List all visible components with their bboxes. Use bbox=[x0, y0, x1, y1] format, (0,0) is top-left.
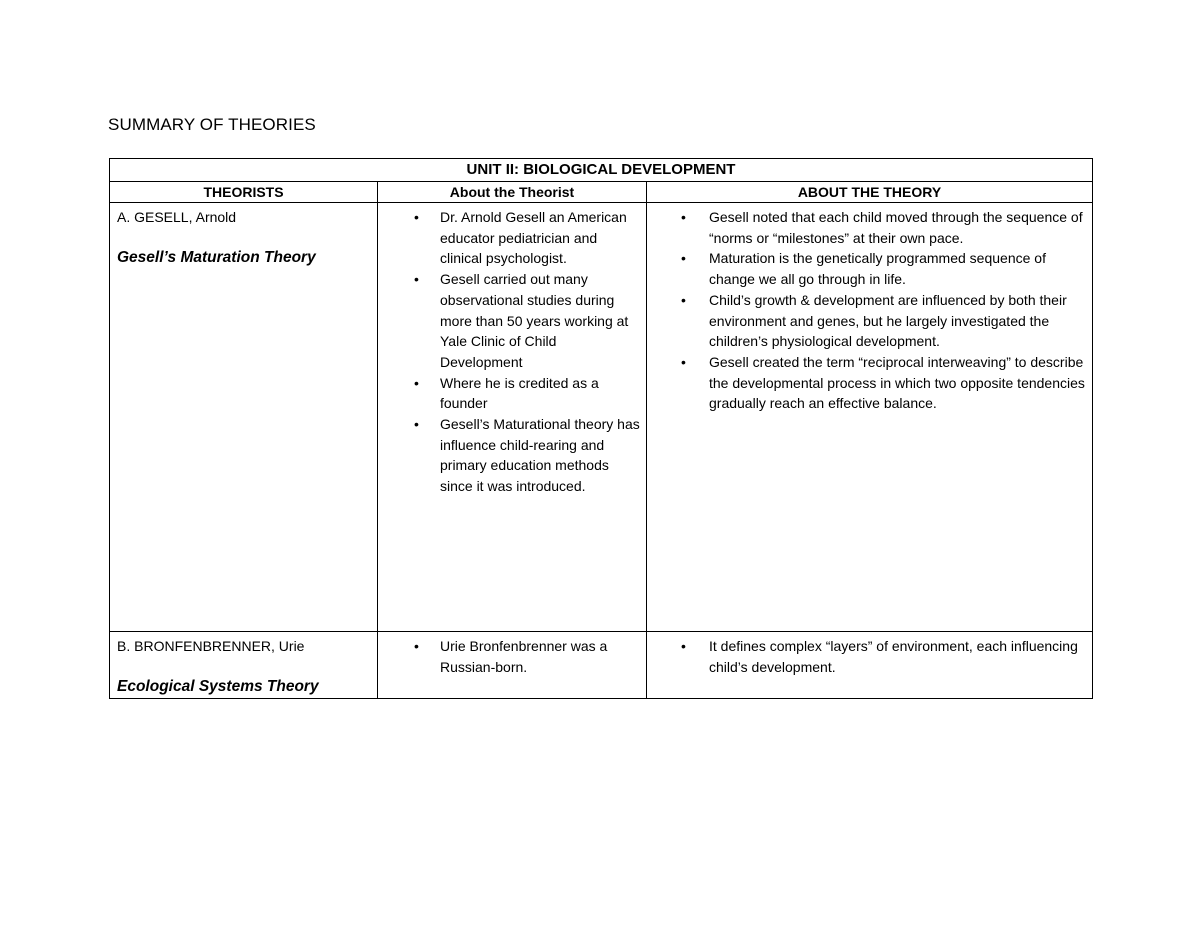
theorist-cell bbox=[110, 203, 378, 632]
list-item: • Gesell carried out many observational studies during more than 50 years working at Yale Clinic of Child Development bbox=[378, 269, 640, 373]
theorist-name: B. BRONFENBRENNER, Urie bbox=[117, 638, 305, 654]
column-header-about-theory: ABOUT THE THEORY bbox=[647, 182, 1093, 203]
list-item: • Urie Bronfenbrenner was a Russian-born. bbox=[378, 636, 640, 677]
table-row bbox=[110, 632, 1093, 699]
list-item: • Dr. Arnold Gesell an American educator pediatrician and clinical psychologist. bbox=[378, 207, 640, 269]
unit-header: UNIT II: BIOLOGICAL DEVELOPMENT bbox=[110, 159, 1093, 182]
document-title: SUMMARY OF THEORIES bbox=[108, 115, 316, 134]
about-theorist-cell bbox=[378, 632, 647, 699]
theory-name: Ecological Systems Theory bbox=[117, 678, 319, 695]
about-theory-list bbox=[647, 632, 1092, 677]
about-theory-cell bbox=[647, 632, 1093, 699]
list-item: • Gesell noted that each child moved through the sequence of “norms or “milestones” at their own pace. bbox=[647, 207, 1086, 248]
about-theorist-list bbox=[378, 632, 646, 677]
list-item: • It defines complex “layers” of environment, each influencing child’s development. bbox=[647, 636, 1086, 677]
theorist-cell bbox=[110, 632, 378, 699]
column-header-about-theorist: About the Theorist bbox=[378, 182, 647, 203]
column-header-theorists: THEORISTS bbox=[110, 182, 378, 203]
theories-table bbox=[109, 158, 1093, 699]
theorist-name: A. GESELL, Arnold bbox=[117, 209, 237, 225]
list-item: • Gesell created the term “reciprocal interweaving” to describe the developmental process in which two opposite tendencies gradually reach an effective balance. bbox=[647, 352, 1086, 414]
table-row bbox=[110, 203, 1093, 632]
about-theorist-cell bbox=[378, 203, 647, 632]
list-item: • Where he is credited as a founder bbox=[378, 373, 640, 414]
about-theorist-list bbox=[378, 203, 646, 497]
list-item: • Gesell’s Maturational theory has influence child-rearing and primary education methods since it was introduced. bbox=[378, 414, 640, 497]
list-item: • Maturation is the genetically programmed sequence of change we all go through in life. bbox=[647, 248, 1086, 289]
about-theory-cell bbox=[647, 203, 1093, 632]
list-item: • Child’s growth & development are influenced by both their environment and genes, but he largely investigated the children’s physiological development. bbox=[647, 290, 1086, 352]
theory-name: Gesell’s Maturation Theory bbox=[117, 249, 316, 266]
about-theory-list bbox=[647, 203, 1092, 414]
